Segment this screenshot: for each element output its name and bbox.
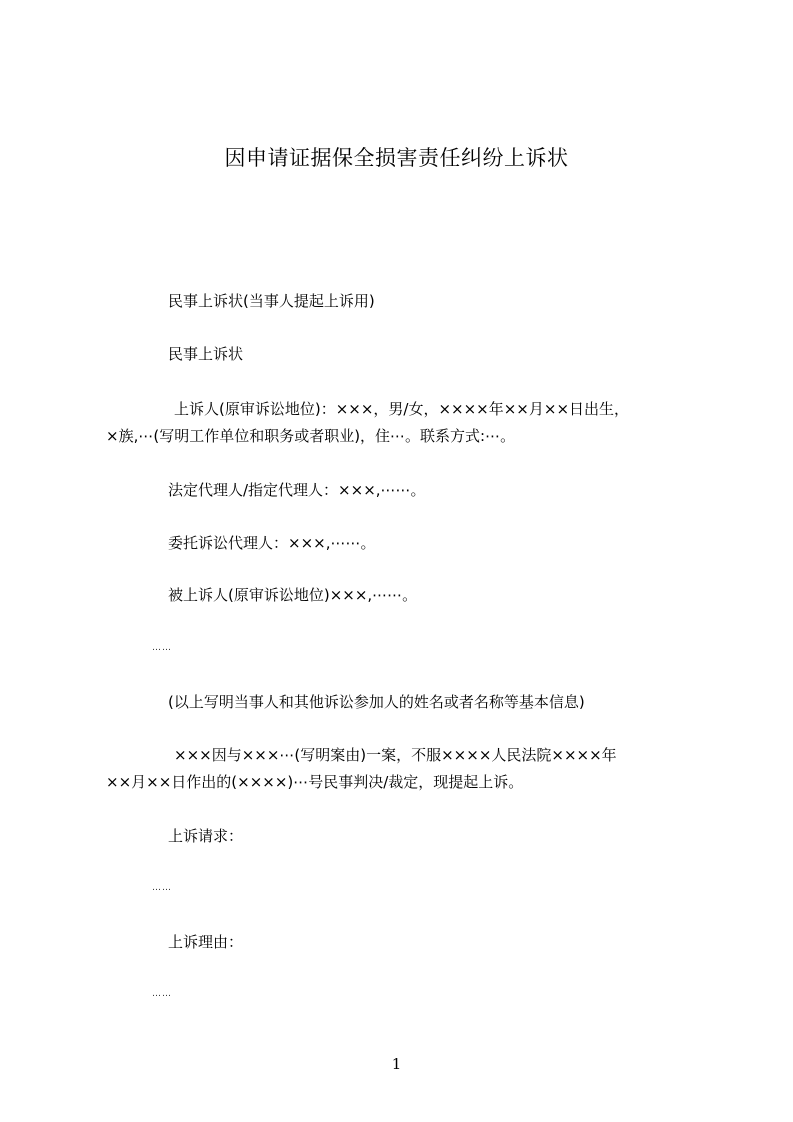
paragraph-heading: 民事上诉状 xyxy=(168,345,244,363)
case-line-2: ××月××日作出的(××××)⋯号民事判决/裁定，现提起上诉。 xyxy=(106,773,524,791)
note-basic-info: (以上写明当事人和其他诉讼参加人的姓名或者名称等基本信息) xyxy=(168,693,585,711)
legal-representative: 法定代理人/指定代理人：×××,⋯⋯。 xyxy=(168,481,426,499)
ellipsis-1: …… xyxy=(152,643,172,653)
appellee: 被上诉人(原审诉讼地位)×××,⋯⋯。 xyxy=(168,586,418,604)
appellant-line-1: 上诉人(原审诉讼地位)：×××，男/女，××××年××月××日出生， xyxy=(174,400,630,418)
appeal-reason-label: 上诉理由： xyxy=(168,933,244,951)
document-title: 因申请证据保全损害责任纠纷上诉状 xyxy=(224,146,569,170)
ellipsis-2: …… xyxy=(152,883,172,893)
appeal-request-label: 上诉请求： xyxy=(168,827,244,845)
appellant-line-2: ×族,⋯(写明工作单位和职务或者职业)，住⋯。联系方式:⋯。 xyxy=(106,427,516,445)
case-line-1: ×××因与×××⋯(写明案由)一案，不服××××人民法院××××年 xyxy=(174,746,617,764)
entrusted-agent: 委托诉讼代理人：×××,⋯⋯。 xyxy=(168,534,376,552)
ellipsis-3: …… xyxy=(152,989,172,999)
page-number: 1 xyxy=(391,1055,402,1073)
paragraph-heading-use: 民事上诉状(当事人提起上诉用) xyxy=(168,292,375,310)
